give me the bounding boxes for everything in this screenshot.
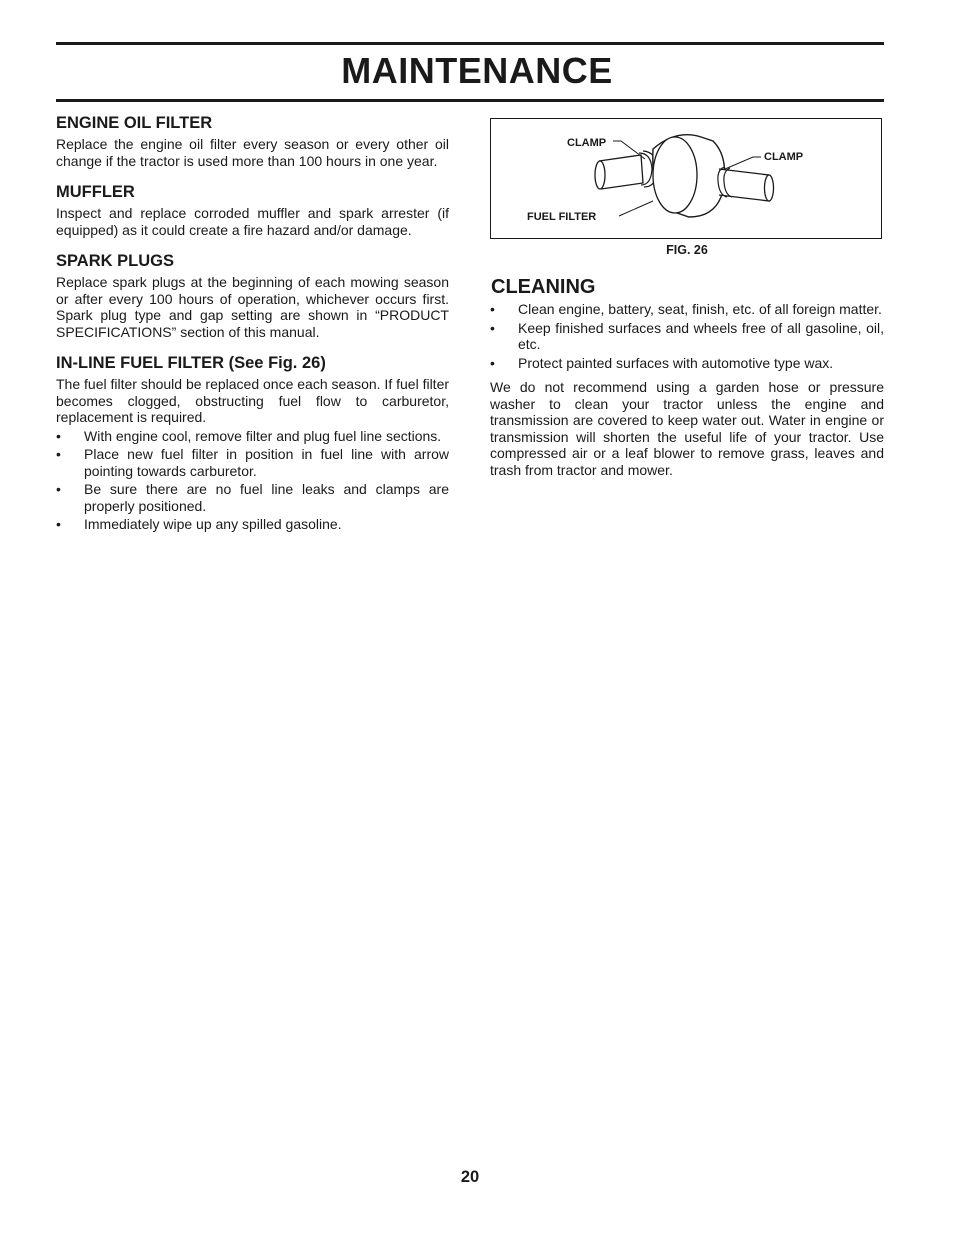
bullet-glyph: •: [56, 427, 61, 444]
list-item-text: With engine cool, remove filter and plug fuel line sections.: [84, 427, 442, 444]
cleaning-heading: CLEANING: [491, 276, 596, 298]
spark-plugs-section: [56, 251, 449, 340]
cleaning-section: [490, 275, 884, 478]
list-item-text: Immediately wipe up any spilled gasoline.: [84, 516, 342, 532]
fuel-filter-figure: [490, 118, 882, 239]
filter-cap: [653, 137, 697, 213]
list-item-text: Be sure there are no fuel line leaks and clamps are properly positioned.: [84, 481, 449, 514]
list-item-text: Protect painted surfaces with automotive type wax.: [518, 354, 834, 371]
bullet-glyph: •: [56, 516, 61, 532]
list-item: [490, 301, 884, 318]
list-item: [56, 446, 449, 479]
leader-line-fuel-filter: [619, 201, 653, 216]
muffler-heading: MUFFLER: [56, 183, 135, 201]
list-item-text: Keep finished surfaces and wheels free of all gasoline, oil, etc.: [518, 319, 884, 352]
engine-oil-filter-heading: ENGINE OIL FILTER: [56, 114, 213, 132]
list-item-text: Place new fuel filter in position in fuel line with arrow pointing towards carburetor.: [84, 446, 449, 479]
muffler-section: [56, 182, 449, 238]
figure-caption: FIG. 26: [666, 243, 708, 257]
leader-line-clamp-right: [725, 157, 761, 169]
fuel-filter-section: [56, 353, 449, 533]
bullet-glyph: •: [490, 319, 495, 336]
header-rule-top: [56, 42, 884, 45]
spark-plugs-heading: SPARK PLUGS: [56, 252, 174, 270]
bullet-glyph: •: [490, 354, 495, 371]
engine-oil-filter-section: [56, 113, 449, 169]
cleaning-text: We do not recommend using a garden hose or pressure washer to clean your tractor unless the engine and transmission are covered to keep water out. Water in engine or transmission will shorten the useful life of your tractor. Use compressed air or a leaf blower to remove grass, leaves and trash from tractor and mower.: [490, 379, 884, 478]
left-column: [56, 113, 449, 546]
header-rule-bottom: [56, 99, 884, 102]
right-column: [490, 113, 884, 478]
right-hose-end: [765, 175, 774, 201]
list-item: [56, 481, 449, 514]
spark-plugs-text: Replace spark plugs at the beginning of each mowing season or after every 100 hours of operation, whichever occurs first. Spark plug type and gap setting are shown in “PRODUCT SPECIFICATIONS” section of this manual.: [56, 274, 449, 340]
fuel-filter-heading: IN-LINE FUEL FILTER (See Fig. 26): [56, 354, 326, 372]
fuel-filter-text: The fuel filter should be replaced once each season. If fuel filter becomes clogged, obstructing fuel flow to carburetor, replacement is required.: [56, 376, 450, 425]
fuel-filter-diagram: [491, 119, 881, 238]
list-item-text: Clean engine, battery, seat, finish, etc. of all foreign matter.: [518, 301, 882, 317]
muffler-text: Inspect and replace corroded muffler and spark arrester (if equipped) as it could create a fire hazard and/or damage.: [56, 205, 449, 238]
label-fuel-filter: FUEL FILTER: [527, 211, 597, 223]
bullet-glyph: •: [490, 301, 495, 317]
right-hose: [719, 169, 769, 201]
list-item: [56, 428, 449, 445]
list-item: [56, 516, 449, 533]
fuel-filter-steps: [56, 428, 449, 533]
label-clamp-right: CLAMP: [764, 151, 804, 163]
left-hose: [599, 155, 643, 189]
label-clamp-left: CLAMP: [567, 137, 607, 149]
page-number: 20: [460, 1168, 480, 1186]
bullet-glyph: •: [56, 446, 61, 462]
list-item: [490, 355, 884, 372]
cleaning-list: [490, 301, 884, 371]
list-item: [490, 320, 884, 353]
left-hose-end: [595, 161, 605, 189]
engine-oil-filter-text: Replace the engine oil filter every season or every other oil change if the tractor is used more than 100 hours in one year.: [56, 136, 449, 169]
bullet-glyph: •: [56, 481, 61, 497]
page-title: MAINTENANCE: [341, 50, 613, 91]
